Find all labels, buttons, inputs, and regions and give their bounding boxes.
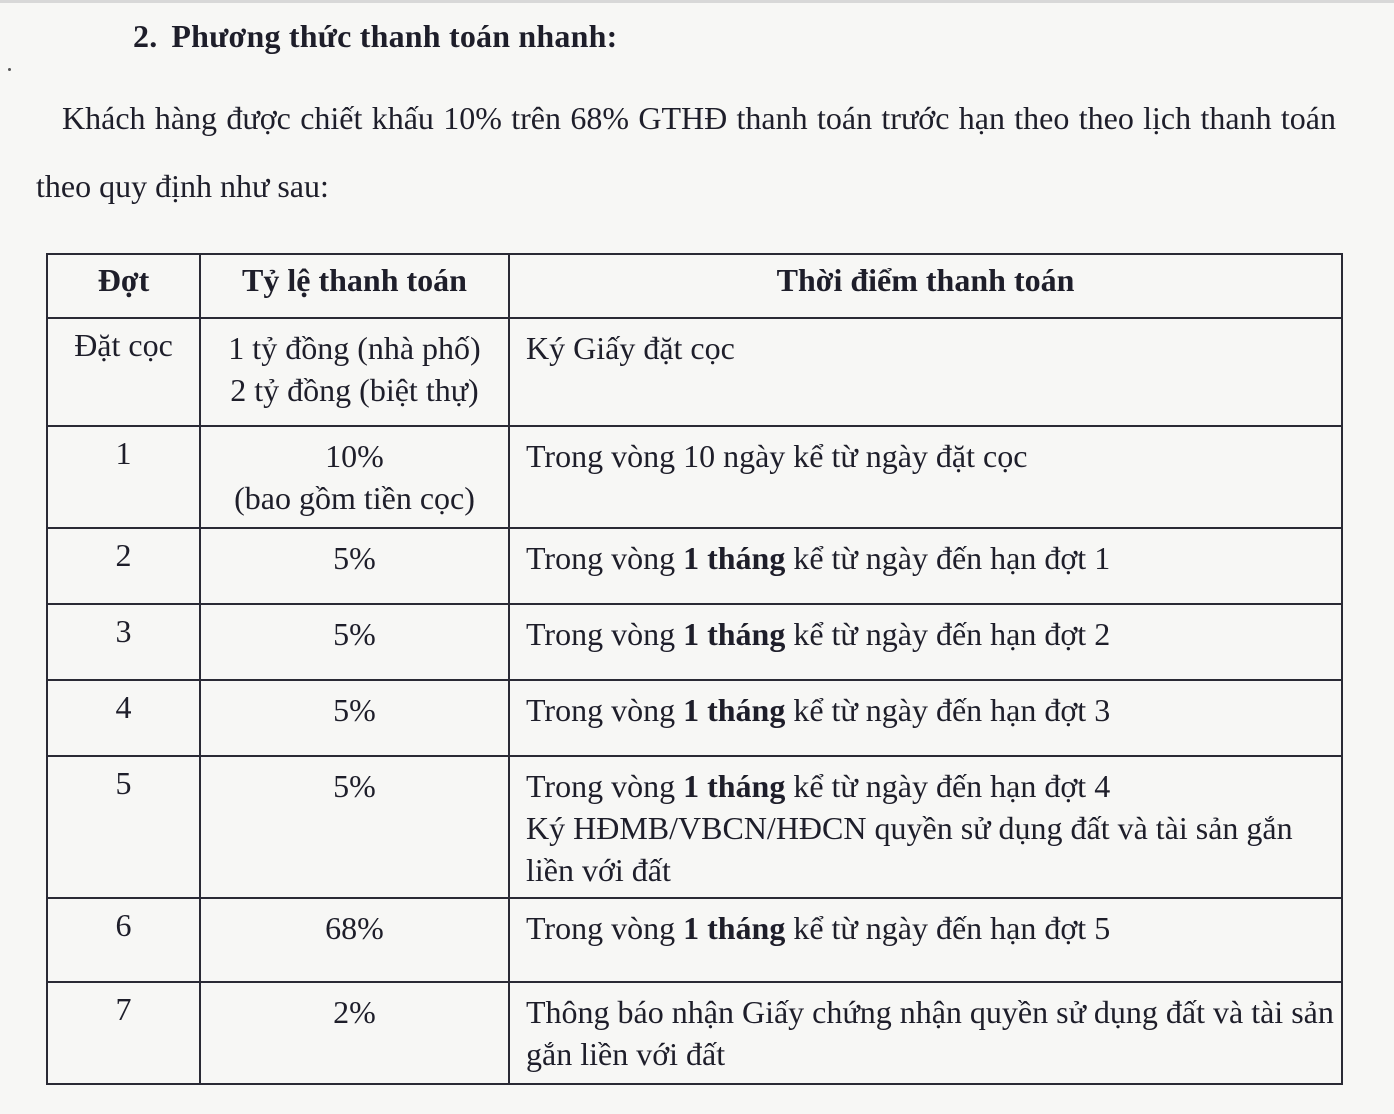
time-text: Trong vòng [526, 910, 684, 946]
time-duration: 1 tháng [683, 910, 786, 946]
table-row [47, 426, 1342, 528]
table-row [47, 318, 1342, 426]
rate-cell [200, 318, 509, 426]
rate-cell: 68% [200, 898, 509, 982]
time-cell [509, 756, 1342, 898]
table-row [47, 982, 1342, 1084]
scan-speck [8, 68, 11, 71]
batch-cell: 4 [47, 680, 200, 756]
time-text: kể từ ngày đến hạn đợt 2 [785, 616, 1111, 652]
batch-cell: 5 [47, 756, 200, 898]
batch-cell: 2 [47, 528, 200, 604]
time-duration: 1 tháng [683, 616, 786, 652]
table-row [47, 528, 1342, 604]
time-duration: 1 tháng [683, 768, 786, 804]
time-cell [509, 680, 1342, 756]
rate-cell: 2% [200, 982, 509, 1084]
time-text: Trong vòng [526, 768, 684, 804]
batch-cell: 7 [47, 982, 200, 1084]
table-row [47, 680, 1342, 756]
table-row [47, 756, 1342, 898]
batch-cell: 6 [47, 898, 200, 982]
section-title: Phương thức thanh toán nhanh: [171, 18, 618, 54]
batch-cell: 3 [47, 604, 200, 680]
table-header-row [47, 254, 1342, 318]
time-cell [509, 604, 1342, 680]
batch-cell: 1 [47, 426, 200, 528]
rate-line: (bao gồm tiền cọc) [234, 480, 475, 516]
time-duration: 1 tháng [683, 692, 786, 728]
time-cell: Thông báo nhận Giấy chứng nhận quyền sử dụng đất và tài sản gắn liền với đất [509, 982, 1342, 1084]
time-text: kể từ ngày đến hạn đợt 4 [785, 768, 1111, 804]
time-cell [509, 528, 1342, 604]
time-line [526, 765, 1335, 807]
time-text: kể từ ngày đến hạn đợt 1 [785, 540, 1111, 576]
rate-line: 1 tỷ đồng (nhà phố) [228, 330, 481, 366]
payment-schedule-table [46, 253, 1343, 1085]
table-row [47, 898, 1342, 982]
rate-cell: 5% [200, 604, 509, 680]
time-text: kể từ ngày đến hạn đợt 5 [785, 910, 1111, 946]
time-text: Trong vòng [526, 616, 684, 652]
rate-cell [200, 426, 509, 528]
header-batch: Đợt [47, 254, 200, 318]
rate-cell: 5% [200, 756, 509, 898]
page-top-edge [0, 0, 1394, 3]
time-cell: Trong vòng 10 ngày kể từ ngày đặt cọc [509, 426, 1342, 528]
time-cell [509, 898, 1342, 982]
time-duration: 1 tháng [683, 540, 786, 576]
time-text: kể từ ngày đến hạn đợt 3 [785, 692, 1111, 728]
section-number: 2. [133, 18, 158, 54]
time-cell: Ký Giấy đặt cọc [509, 318, 1342, 426]
batch-cell: Đặt cọc [47, 318, 200, 426]
header-rate: Tỷ lệ thanh toán [200, 254, 509, 318]
time-text: Trong vòng [526, 692, 684, 728]
rate-cell: 5% [200, 680, 509, 756]
time-text: Trong vòng [526, 540, 684, 576]
rate-line: 10% [325, 438, 384, 474]
rate-cell: 5% [200, 528, 509, 604]
time-extra-line: Ký HĐMB/VBCN/HĐCN quyền sử dụng đất và tài sản gắn liền với đất [526, 810, 1293, 888]
header-time: Thời điểm thanh toán [509, 254, 1342, 318]
section-heading [133, 18, 617, 55]
intro-paragraph: Khách hàng được chiết khấu 10% trên 68% GTHĐ thanh toán trước hạn theo theo lịch thanh toán theo quy định như sau: [36, 100, 1336, 204]
rate-line: 2 tỷ đồng (biệt thự) [230, 372, 479, 408]
table-row [47, 604, 1342, 680]
